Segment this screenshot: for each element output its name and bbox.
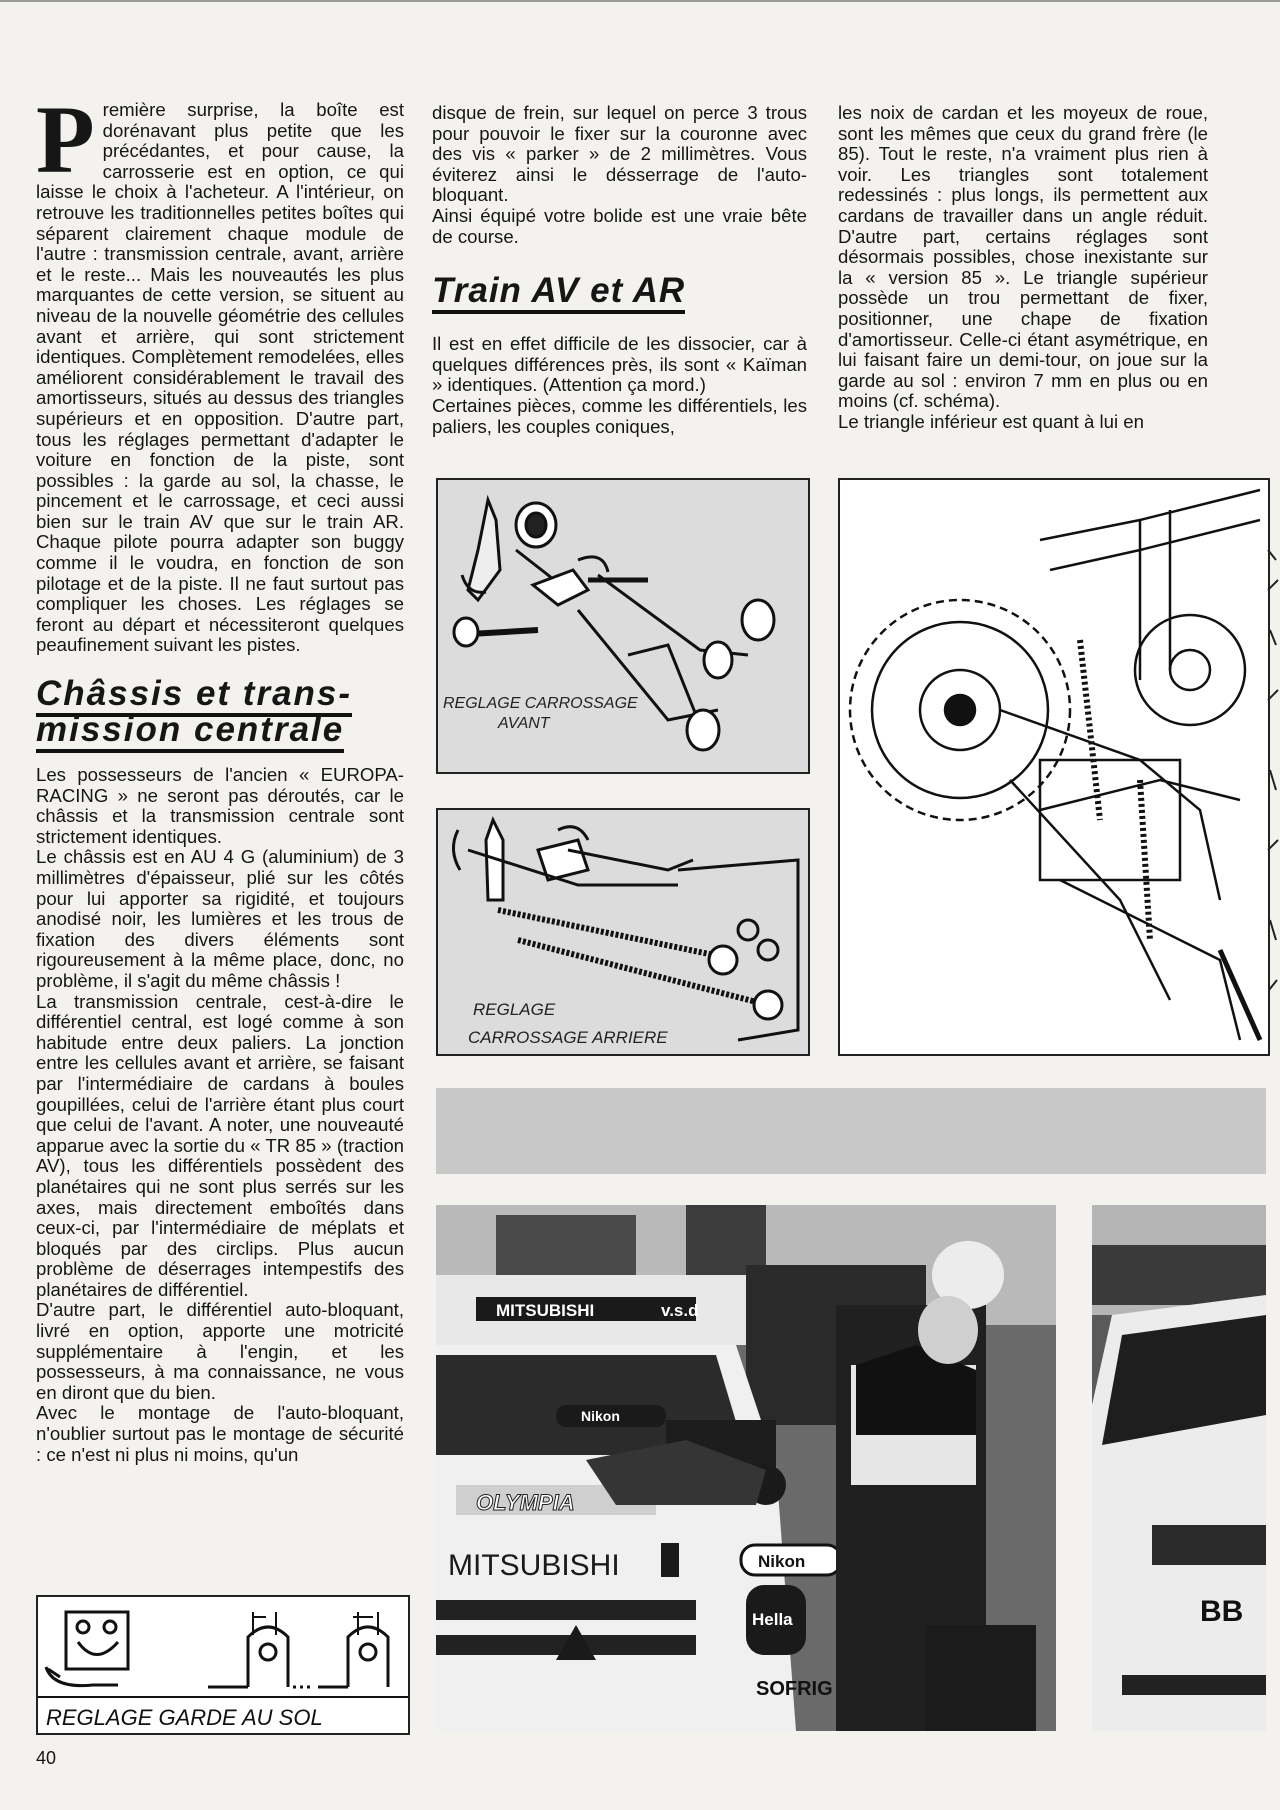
ground-clearance-diagram	[36, 1595, 410, 1735]
hella-sticker: Hella	[752, 1610, 793, 1629]
body-paragraph: Il est en effet difficile de les dissocier, car à quelques différences près, ils sont « Kaïman » identiques. (Attention ça mord.)	[432, 333, 807, 396]
article-column-3	[838, 103, 1208, 433]
body-paragraph: Avec le montage de l'auto-bloquant, n'oublier surtout pas le montage de sécurité : ce n'est ni plus ni moins, qu'un	[36, 1402, 404, 1465]
photo-header-band	[436, 1088, 1266, 1174]
buggy-line-art	[840, 480, 1268, 1054]
rally-car-photo	[436, 1205, 1056, 1731]
second-rally-car-art	[1092, 1205, 1266, 1731]
heading-chassis-line-1: Châssis et trans-	[36, 674, 352, 717]
intro-text: remière surprise, la boîte est dorénavant plus petite que les précédantes, et pour cause, la carrosserie est en option, ce qui laisse le choix à l'acheteur. A l'intérieur, on retrouve les traditionnelles petites boîtes qui séparent clairement chaque module de l'autre : transmission centrale, avant, arrière et le reste... Mais les nouveautés les plus marquantes de cette version, se situent au niveau de la nouvelle géométrie des cellules avant et arrière, qui sont strictement identiques. Complètement remodelées, elles améliorent considérablement le travail des amortisseurs, situés au dessus des triangles supérieurs et en opposition. D'autre part, tous les réglages permettant d'adapter le voiture en fonction de la piste, sont possibles : la garde au sol, la chasse, le pincement et le carrossage, et ceci aussi bien sur le train AV que sur le train AR. Chaque pilote pourra adapter son buggy comme il le voudra, en fonction de son pilotage et de la piste. Il ne faut surtout pas compliquer les choses. Les réglages se feront au départ et nécessiteront quelques peaufinement suivant les pistes.	[36, 99, 404, 656]
rear-suspension-drawing	[438, 810, 808, 1054]
banner-vsd-text: v.s.d	[661, 1301, 699, 1320]
front-camber-caption-line-1: REGLAGE CARROSSAGE	[443, 695, 638, 712]
body-paragraph: Le châssis est en AU 4 G (aluminium) de 3 millimètres d'épaisseur, plié sur les côtés pour lui apporter sa rigidité, et toujours anodisé noir, les lumières et les trous de fixation des divers éléments sont rigoureusement à la même place, donc, no problème, il s'agit du même châssis !	[36, 846, 404, 991]
rally-car-photo-art	[436, 1205, 1056, 1731]
body-paragraph: disque de frein, sur lequel on perce 3 trous pour pouvoir le fixer sur la couronne avec des vis « parker » de 2 millimètres. Vous éviterez ainsi le désserrage de l'auto-bloquant.	[432, 102, 807, 206]
adjacent-page-edge	[1266, 470, 1280, 1090]
front-camber-diagram	[436, 478, 810, 774]
adjacent-page-edge-marks	[1266, 470, 1280, 1090]
body-paragraph: Ainsi équipé votre bolide est une vraie bête de course.	[432, 204, 807, 247]
page-top-edge	[0, 0, 1280, 2]
heading-chassis-line-2: mission centrale	[36, 710, 344, 753]
olympia-sticker: OLYMPIA	[476, 1490, 575, 1515]
rear-camber-caption-line-1: REGLAGE	[473, 1000, 556, 1019]
body-paragraph: La transmission centrale, cest-à-dire le différentiel central, est logé comme à son habitude entre deux paliers. La jonction entre les cellules avant et arrière, se faisant par l'intermédiaire de cardans à boules goupillées, celui de l'arrière étant plus court que celui de l'avant. A noter, une nouveauté apparue avec la sortie du « TR 85 » (traction AV), tous les différentiels possèdent des planétaires qui ne sont plus serrés sur les axes, mais directement emboîtés dans ceux-ci, par l'intermédiaire de méplats et bloqués par des circlips. Plus aucun problème de déserrages intempestifs des planétaires de différentiel.	[36, 990, 404, 1300]
rear-camber-diagram	[436, 808, 810, 1056]
intro-paragraph	[36, 86, 404, 656]
page-number: 40	[36, 1748, 57, 1768]
drop-cap: P	[36, 86, 95, 193]
front-suspension-drawing	[438, 480, 808, 772]
body-paragraph: Les possesseurs de l'ancien « EUROPA-RACING » ne seront pas déroutés, car le châssis et la transmission centrale sont strictement identiques.	[36, 764, 404, 847]
article-column-1	[36, 86, 404, 1465]
section-heading-train: Train AV et AR	[432, 273, 685, 314]
buggy-suspension-drawing	[838, 478, 1270, 1056]
front-camber-caption-line-2: AVANT	[498, 715, 550, 732]
ground-clearance-caption: REGLAGE GARDE AU SOL	[46, 1705, 323, 1730]
nikon-sticker-large: Nikon	[758, 1552, 806, 1571]
body-paragraph: les noix de cardan et les moyeux de roue, sont les mêmes que ceux du grand frère (le 85). Tout le reste, n'a vraiment plus rien à voir. Les triangles sont totalement redessinés : plus longs, ils permettent aux cardans de travailler dans un angle réduit. D'autre part, certains réglages sont désormais possibles, chose inexistante sur la « version 85 ». Le triangle supérieur possède un trou permettant de fixer, positionner, une chape de fixation d'amortisseur. Celle-ci étant asymétrique, en lui faisant faire un demi-tour, on joue sur la garde au sol : environ 7 mm en plus ou en moins (cf. schéma).	[838, 102, 1208, 412]
article-column-2	[432, 103, 807, 437]
rear-camber-caption-line-2: CARROSSAGE ARRIERE	[468, 1028, 668, 1047]
hood-mitsubishi-text: MITSUBISHI	[448, 1549, 620, 1582]
section-heading-chassis	[36, 676, 352, 749]
body-paragraph: Certaines pièces, comme les différentiels, les paliers, les couples coniques,	[432, 394, 807, 437]
second-rally-car-photo	[1092, 1205, 1266, 1731]
bb-sticker: BB	[1200, 1595, 1244, 1628]
body-paragraph: D'autre part, le différentiel auto-bloquant, livré en option, apporte une motricité supplémentaire à l'engin, et les possesseurs, à ma connaissance, ne vous en diront que du bien.	[36, 1299, 404, 1403]
ground-clearance-drawing	[38, 1597, 408, 1733]
banner-mitsubishi-text: MITSUBISHI	[496, 1301, 595, 1320]
body-paragraph: Le triangle inférieur est quant à lui en	[838, 410, 1144, 432]
nikon-sticker-small: Nikon	[581, 1408, 620, 1424]
sofrig-sticker: SOFRIG	[756, 1678, 833, 1700]
